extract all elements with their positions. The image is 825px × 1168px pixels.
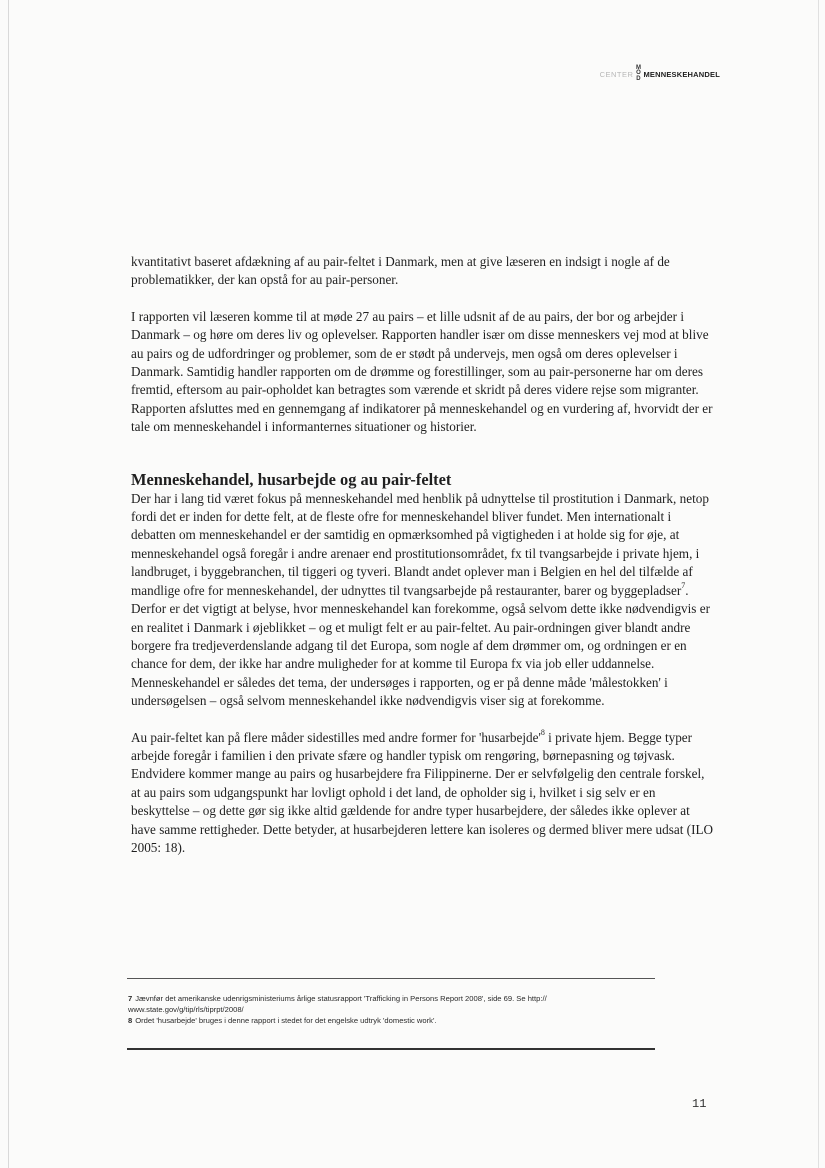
footnote-number: 7 [128,994,133,1003]
paragraph-3-part-b: . Derfor er det vigtigt at belyse, hvor menneskehandel kan forekomme, også selvom dette ikke nødvendigvis er en realitet i Danmark i øjeblikket – og et muligt felt er au pair-feltet. Au pair-ordningen giver blandt andre borgere fra tredjeverdenslande adgang til det Europa, som nogle af dem drømmer om, og ordningen er en chance for dem, der ikke har andre muligheder for at komme til Europa fx via job eller uddannelse. Menneskehandel er således det tema, der undersøges i rapporten, og er på denne måde 'målestokken' i undersøgelsen – også selvom menneskehandel ikke nødvendigvis viser sig at forekomme. [131,582,710,709]
footnote-8 [128,1015,663,1026]
footnote-number: 8 [128,1016,133,1025]
footnote-ref-8: 8 [540,728,545,738]
footnote-text: Jævnfør det amerikanske udenrigsministeriums årlige statusrapport 'Trafficking in Persons Report 2008', side 69. Se http:// www.state.gov/g/tip/rls/tiprpt/2008/ [128,994,547,1014]
header-mod-text: MOD [635,64,641,82]
paragraph-1: kvantitativt baseret afdækning af au pair-feltet i Danmark, men at give læseren en indsigt i nogle af de problematikker, der kan opstå for au pair-personer. [131,254,670,288]
footnotes [128,993,663,1026]
paragraph-4-part-a: Au pair-feltet kan på flere måder sidestilles med andre former for 'husarbejde' [131,729,541,745]
footnote-ref-7: 7 [681,581,686,591]
section-heading: Menneskehandel, husarbejde og au pair-feltet [131,469,452,489]
scan-edge-left [8,0,9,1168]
header-main-text: MENNESKEHANDEL [643,69,720,79]
footnote-divider-top [127,978,655,979]
page-header [560,66,720,82]
footnote-divider-bottom [127,1048,655,1050]
footnote-7 [128,993,663,1015]
footnote-text: Ordet 'husarbejde' bruges i denne rapport i stedet for det engelske udtryk 'domestic work'. [135,1016,437,1025]
paragraph-4 [131,729,716,858]
paragraph-4-part-b: i private hjem. Begge typer arbejde foregår i familien i den private sfære og handler typisk om rengøring, børnepasning og tøjvask. Endvidere kommer mange au pairs og husarbejdere fra Filippinerne. Der er selvfølgelig den centrale forskel, at au pairs som udgangspunkt har lovligt ophold i det land, de opholder sig i, hvilket i sig selv er en beskyttelse – og dette gør sig ikke altid gældende for andre typer husarbejdere, der således ikke oplever at have samme rettigheder. Dette betyder, at husarbejderen lettere kan isoleres og dermed bliver mere udsat (ILO 2005: 18). [131,729,714,855]
main-content [131,253,716,857]
scan-edge-right [818,0,819,1168]
paragraph-3-part-a: Der har i lang tid været fokus på menneskehandel med henblik på udnyttelse til prostitution i Danmark, netop fordi det er inden for dette felt, at de fleste ofre for menneskehandel bliver fundet. Men internationalt i debatten om menneskehandel er der samtidig en opmærksomhed på vigtigheden i at holde sig for øje, at menneskehandel også foregår i andre arenaer end prostitutionsområdet, fx til tvangsarbejde i private hjem, i landbruget, i byggebranchen, til tiggeri og tyveri. Blandt andet oplever man i Belgien en hel del tilfælde af mandlige ofre for menneskehandel, der udnyttes til tvangsarbejde på restauranter, barer og byggepladser [131,490,709,598]
header-center-text: CENTER [599,69,634,79]
paragraph-3 [131,490,716,711]
paragraph-2: I rapporten vil læseren komme til at møde 27 au pairs – et lille udsnit af de au pairs, der bor og arbejder i Danmark – og høre om deres liv og oplevelser. Rapporten handler især om disse menneskers vej mod at blive au pairs og de udfordringer og problemer, som de er stødt på undervejs, men også om deres oplevelser i Danmark. Samtidig handler rapporten om de drømme og forestillinger, som au pair-personerne har om deres fremtid, eftersom au pair-opholdet kan betragtes som værende et skridt på deres videre rejse som migranter. Rapporten afsluttes med en gennemgang af indikatorer på menneskehandel og en vurdering af, hvorvidt der er tale om menneskehandel i informanternes situationer og historier. [131,308,713,435]
page-number: 11 [692,1097,707,1111]
